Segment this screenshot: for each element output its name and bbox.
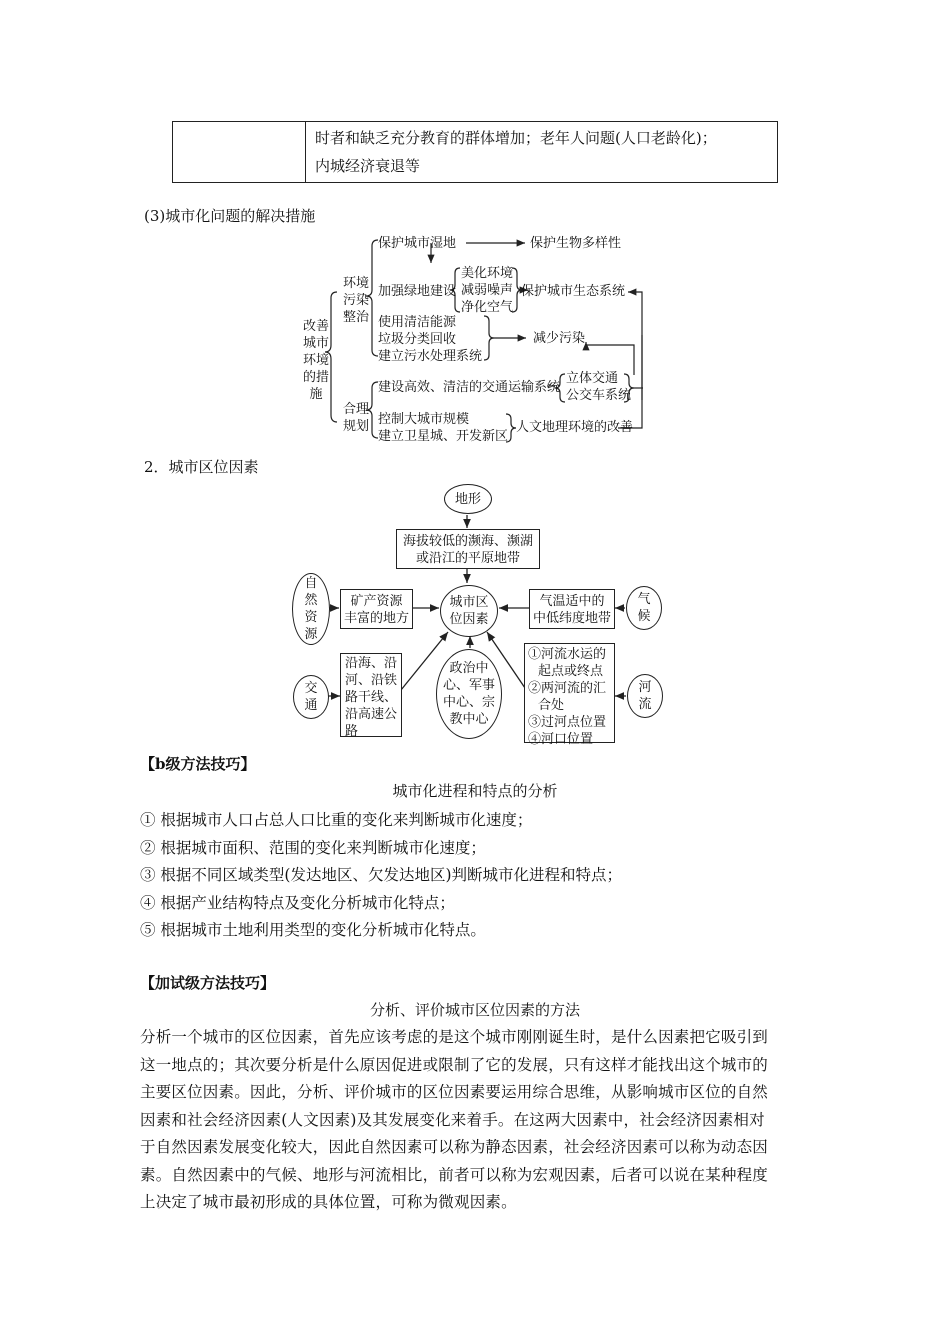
root-line: 改善 — [302, 319, 329, 334]
clean-item: 建立污水处理系统 — [378, 349, 483, 364]
center-line: 城市区 — [449, 595, 489, 610]
river-box-line: ②两河流的汇 — [528, 681, 607, 696]
list-item: ③ 根据不同区域类型(发达地区、欠发达地区)判断城市化进程和特点； — [140, 866, 623, 884]
add-level-paragraph — [140, 1024, 820, 1217]
river-box-line: ③过河点位置 — [528, 715, 607, 730]
root-line: 环境 — [302, 353, 329, 368]
paragraph-line: 这一地点的；其次要分析是什么原因促进或限制了它的发展，只有这样才能找出这个城市的 — [140, 1055, 769, 1074]
list-item: ⑤ 根据城市土地利用类型的变化分析城市化特点。 — [140, 921, 486, 939]
natural-char: 自 — [304, 576, 318, 591]
traffic-box-line: 路 — [345, 724, 359, 739]
greenland-label: 加强绿地建设 — [378, 284, 457, 299]
climate-oval — [626, 586, 662, 630]
traffic-box-line: 路干线、 — [345, 690, 398, 705]
env-line: 整治 — [342, 310, 369, 325]
traffic-char: 通 — [304, 698, 318, 713]
plan-line: 规划 — [342, 419, 369, 434]
climate-char: 气 — [637, 592, 651, 607]
river-char: 流 — [638, 697, 652, 712]
list-item: ① 根据城市人口占总人口比重的变化来判断城市化速度； — [140, 811, 533, 829]
biodiversity-label: 保护生物多样性 — [530, 236, 622, 251]
reduce-label: 减少污染 — [533, 331, 586, 346]
center-oval — [440, 585, 498, 637]
table-line-2: 内城经济衰退等 — [315, 157, 421, 175]
natural-oval — [292, 573, 330, 645]
traffic-box — [340, 653, 402, 737]
clean-item: 使用清洁能源 — [378, 315, 457, 330]
b-level-tag: 【b级方法技巧】 — [140, 755, 256, 773]
traffic-box-line: 沿高速公 — [345, 707, 398, 722]
mineral-line: 丰富的地方 — [343, 611, 409, 626]
list-item: ④ 根据产业结构特点及变化分析城市化特点； — [140, 893, 455, 912]
river-oval — [627, 674, 663, 718]
section2-heading: 2．城市区位因素 — [144, 458, 259, 476]
natural-char: 源 — [304, 627, 318, 642]
list-item: ② 根据城市面积、范围的变化来判断城市化速度； — [140, 838, 486, 857]
transport-result-item: 立体交通 — [566, 371, 619, 386]
climate-box — [529, 589, 615, 629]
natural-char: 资 — [304, 610, 318, 625]
paragraph-line: 分析一个城市的区位因素，首先应该考虑的是这个城市刚刚诞生时，是什么因素把它吸引到 — [140, 1028, 769, 1046]
control-item: 建立卫星城、开发新区 — [378, 429, 509, 444]
climate-box-line: 气温适中的 — [539, 594, 605, 609]
root-line: 城市 — [302, 336, 329, 351]
section3-heading: (3)城市化问题的解决措施 — [144, 207, 316, 225]
env-line: 环境 — [342, 276, 369, 291]
climate-box-line: 中低纬度地带 — [532, 611, 611, 626]
river-char: 河 — [638, 680, 652, 695]
political-line: 教中心 — [449, 712, 489, 727]
terrain-oval: 地形 — [444, 484, 492, 514]
transport-label: 建设高效、清洁的交通运输系统 — [378, 380, 561, 395]
control-item: 控制大城市规模 — [378, 412, 470, 427]
green-effect-item: 减弱噪声 — [461, 283, 514, 298]
traffic-box-line: 河、沿铁 — [345, 673, 398, 688]
b-level-title: 城市化进程和特点的分析 — [392, 782, 558, 800]
clean-item: 垃圾分类回收 — [378, 332, 457, 347]
traffic-char: 交 — [304, 681, 318, 696]
traffic-box-line: 沿海、沿 — [345, 656, 398, 671]
paragraph-line: 因素和社会经济因素(人文因素)及其发展变化来着手。在这两大因素中，社会经济因素相对 — [140, 1110, 765, 1129]
table-line-1: 时者和缺乏充分教育的群体增加；老年人问题(人口老龄化)； — [315, 129, 717, 147]
env-line: 污染 — [342, 293, 369, 308]
political-line: 中心、宗 — [442, 695, 495, 710]
paragraph-line: 上决定了城市最初形成的具体位置，可称为微观因素。 — [140, 1193, 517, 1211]
add-level-title: 分析、评价城市区位因素的方法 — [369, 1001, 580, 1019]
terrain-box — [396, 529, 540, 569]
river-box-line: 合处 — [538, 698, 565, 713]
political-line: 政治中 — [449, 661, 489, 676]
terrain-box-line: 海拔较低的濒海、濒湖 — [402, 534, 533, 549]
b-level-list — [140, 807, 622, 945]
transport-result-item: 公交车系统 — [566, 388, 632, 403]
root-line: 的措 — [302, 370, 329, 385]
traffic-oval — [293, 675, 329, 719]
humanenv-label: 人文地理环境的改善 — [516, 420, 634, 435]
river-box-line: ①河流水运的 — [528, 647, 607, 662]
eco-label: 保护城市生态系统 — [521, 284, 626, 299]
terrain-box-line: 或沿江的平原地带 — [415, 551, 520, 566]
green-effect-item: 净化空气 — [461, 300, 514, 315]
paragraph-line: 于自然因素发展变化较大，因此自然因素可以称为静态因素，社会经济因素可以称为动态因 — [140, 1138, 769, 1156]
river-box — [524, 643, 615, 747]
mineral-line: 矿产资源 — [350, 594, 403, 609]
plan-line: 合理 — [342, 402, 369, 417]
river-box-line: 起点或终点 — [538, 664, 604, 679]
root-line: 施 — [309, 387, 323, 402]
climate-char: 候 — [637, 609, 651, 624]
mineral-box — [340, 589, 413, 629]
add-level-tag: 【加试级方法技巧】 — [140, 974, 276, 992]
river-box-line: ④河口位置 — [528, 732, 594, 747]
political-line: 心、军事 — [442, 678, 495, 693]
green-effect-item: 美化环境 — [461, 266, 514, 281]
center-line: 位因素 — [449, 612, 489, 627]
natural-char: 然 — [304, 593, 318, 608]
political-oval — [436, 649, 502, 739]
wetland-label: 保护城市湿地 — [378, 236, 457, 251]
paragraph-line: 主要区位因素。因此，分析、评价城市的区位因素要运用综合思维，从影响城市区位的自然 — [140, 1083, 769, 1101]
paragraph-line: 素。自然因素中的气候、地形与河流相比，前者可以称为宏观因素，后者可以说在某种程度 — [140, 1165, 769, 1184]
